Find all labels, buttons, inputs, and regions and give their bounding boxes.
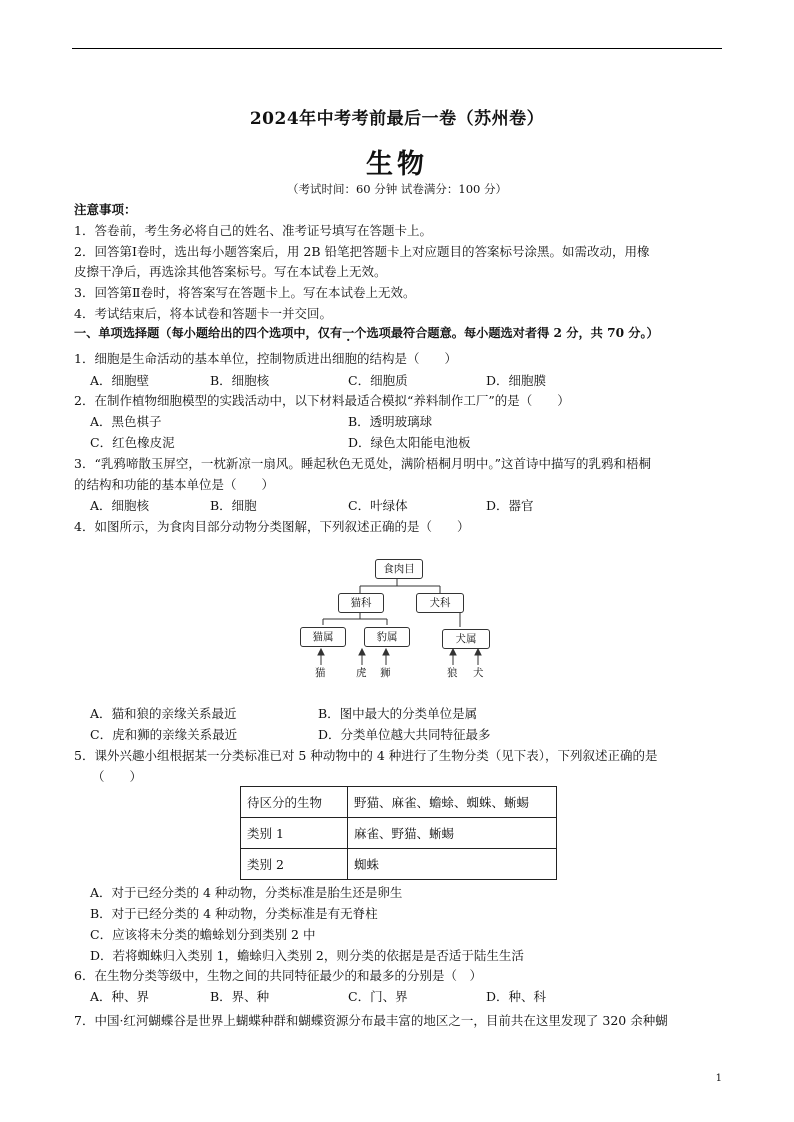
leaf-dog: 犬 xyxy=(473,667,484,679)
node-genus-canis: 犬属 xyxy=(442,629,490,649)
option-a: A．黑色棋子 xyxy=(90,414,162,429)
leaf-tiger: 虎 xyxy=(356,667,367,679)
notice-item: 2．回答第Ⅰ卷时，选出每小题答案后，用 2B 铅笔把答题卡上对应题目的答案标号涂黑。如需改动，用橡 xyxy=(74,244,650,259)
option-c: C．虎和狮的亲缘关系最近 xyxy=(90,727,238,742)
option-b: B．图中最大的分类单位是属 xyxy=(318,706,478,721)
exam-title: 2024年中考考前最后一卷（苏州卷） xyxy=(249,109,545,129)
question-stem: 2．在制作植物细胞模型的实践活动中，以下材料最适合模拟“养料制作工厂”的是（ ） xyxy=(74,393,570,408)
option-d: D．绿色太阳能电池板 xyxy=(348,435,471,450)
option-a: A．对于已经分类的 4 种动物，分类标准是胎生还是卵生 xyxy=(90,885,403,900)
leaf-lion: 狮 xyxy=(380,667,391,679)
option-d: D．器官 xyxy=(486,498,534,513)
node-family-cat: 猫科 xyxy=(338,593,384,613)
question-stem: 3．“乳鸦啼散玉屏空，一枕新凉一扇风。睡起秋色无觅处，满阶梧桐月明中。”这首诗中描写的乳鸦和梧桐 xyxy=(74,456,651,471)
option-d: D．种、科 xyxy=(486,989,547,1004)
notice-item: 皮擦干净后，再选涂其他答案标号。写在本试卷上无效。 xyxy=(74,264,387,279)
notice-heading: 注意事项： xyxy=(74,202,137,217)
question-stem: 1．细胞是生命活动的基本单位，控制物质进出细胞的结构是（ ） xyxy=(74,351,457,366)
table-cell: 麻雀、野猫、蜥蜴 xyxy=(348,818,557,849)
option-c: C．应该将未分类的蟾蜍划分到类别 2 中 xyxy=(90,927,316,942)
leaf-cat: 猫 xyxy=(315,667,326,679)
table-cell: 类别 2 xyxy=(241,849,348,880)
section-heading-part: 一、单项选择题（每小题给出的四个选项中，仅 xyxy=(74,326,330,340)
table-row xyxy=(241,787,557,818)
notice-item: 1．答卷前，考生务必将自己的姓名、准考证号填写在答题卡上。 xyxy=(74,223,432,238)
section-heading xyxy=(74,325,659,342)
option-c: C．门、界 xyxy=(348,989,408,1004)
question-stem: 4．如图所示，为食肉目部分动物分类图解，下列叙述正确的是（ ） xyxy=(74,519,470,534)
option-c: C．细胞质 xyxy=(348,373,408,388)
table-cell: 野猫、麻雀、蟾蜍、蜘蛛、蜥蜴 xyxy=(348,787,557,818)
question-stem-cont: （ ） xyxy=(92,769,143,784)
option-c: C．叶绿体 xyxy=(348,498,408,513)
option-b: B．透明玻璃球 xyxy=(348,414,433,429)
option-a: A．种、界 xyxy=(90,989,150,1004)
option-d: D．分类单位越大共同特征最多 xyxy=(318,727,491,742)
option-b: B．细胞核 xyxy=(210,373,270,388)
header-rule xyxy=(72,48,722,49)
option-c: C．红色橡皮泥 xyxy=(90,435,175,450)
question-stem: 5．课外兴趣小组根据某一分类标准已对 5 种动物中的 4 种进行了生物分类（见下表），下列叙述正确的是 xyxy=(74,748,658,763)
classification-diagram xyxy=(290,555,490,685)
notice-item: 4．考试结束后，将本试卷和答题卡一并交回。 xyxy=(74,306,332,321)
option-b: B．细胞 xyxy=(210,498,257,513)
node-genus-panthera: 豹属 xyxy=(364,627,410,647)
exam-info: （考试时间：60 分钟 试卷满分：100 分） xyxy=(286,182,508,196)
table-cell: 待区分的生物 xyxy=(241,787,348,818)
section-heading-emphasis: 有一个 xyxy=(329,326,367,340)
question-stem: 6．在生物分类等级中，生物之间的共同特征最少的和最多的分别是（ ） xyxy=(74,968,482,983)
node-family-dog: 犬科 xyxy=(416,593,464,613)
node-genus-felis: 猫属 xyxy=(300,627,346,647)
table-row xyxy=(241,818,557,849)
option-a: A．细胞壁 xyxy=(90,373,150,388)
table-row xyxy=(241,849,557,880)
option-a: A．猫和狼的亲缘关系最近 xyxy=(90,706,237,721)
classification-table xyxy=(240,786,557,880)
question-stem-cont: 的结构和功能的基本单位是（ ） xyxy=(74,477,275,492)
leaf-wolf: 狼 xyxy=(447,667,458,679)
question-stem: 7．中国·红河蝴蝶谷是世界上蝴蝶种群和蝴蝶资源分布最丰富的地区之一，目前共在这里发现了 320 余种蝴 xyxy=(74,1013,668,1028)
option-a: A．细胞核 xyxy=(90,498,150,513)
subject-title: 生物 xyxy=(366,149,428,180)
table-cell: 类别 1 xyxy=(241,818,348,849)
table-cell: 蜘蛛 xyxy=(348,849,557,880)
option-d: D．细胞膜 xyxy=(486,373,547,388)
node-order: 食肉目 xyxy=(375,559,423,579)
section-heading-part: 选项最符合题意。每小题选对者得 2 分，共 70 分。） xyxy=(366,326,659,340)
option-d: D．若将蜘蛛归入类别 1，蟾蜍归入类别 2，则分类的依据是是否适于陆生生活 xyxy=(90,948,524,963)
page-number: 1 xyxy=(715,1073,722,1084)
option-b: B．界、种 xyxy=(210,989,270,1004)
notice-item: 3．回答第Ⅱ卷时，将答案写在答题卡上。写在本试卷上无效。 xyxy=(74,285,416,300)
option-b: B．对于已经分类的 4 种动物，分类标准是有无脊柱 xyxy=(90,906,378,921)
